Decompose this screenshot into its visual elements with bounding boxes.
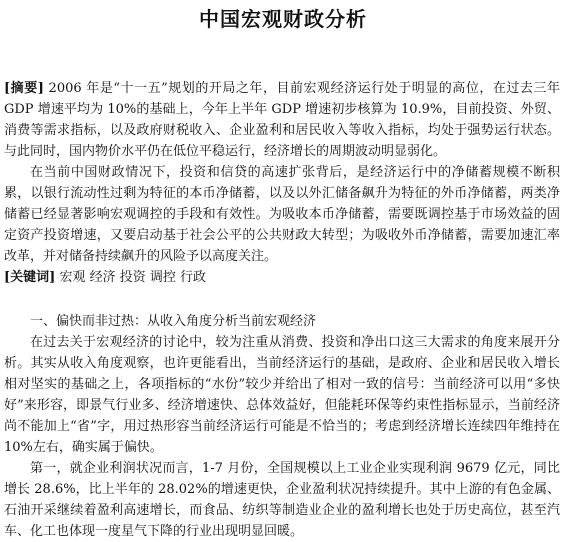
keywords-line (4, 267, 560, 288)
abstract-text: 2006 年是“十一五”规划的开局之年，目前宏观经济运行处于明显的高位，在过去三年 GDP 增速平均为 10%的基础上，今年上半年 GDP 增速初步核算为 10.9%，目前投资、外贸、消费等需求指标，以及政府财税收入、企业盈利和居民收入等收入指标，均处于强势运行状态。与此同时，国内物价水平仍在低位平稳运行，经济增长的周期波动明显弱化。 (4, 81, 560, 159)
abstract-paragraph (4, 78, 560, 162)
keywords-text: 宏观 经济 投资 调控 行政 (55, 270, 206, 285)
section-heading: 一、偏快而非过热：从收入角度分析当前宏观经济 (30, 314, 317, 329)
document-title: 中国宏观财政分析 (199, 7, 367, 31)
abstract-label: [摘要] (4, 81, 44, 96)
keywords-label: [关键词] (4, 270, 56, 285)
body-paragraph-3: 第一，就企业利润状况而言，1-7 月份，全国规模以上工业企业实现利润 9679 亿元，同比增长 28.6%，比上半年的 28.02%的增速更快，企业盈利状况持续提升。其中上游的有色金属、石油开采继续着盈利高速增长，而食品、纺织等制造业企业的盈利增长也处于历史高位，甚至汽车、化工也体现一度星气下降的行业出现明显回暖。 (4, 461, 560, 539)
body-paragraph-1: 在当前中国财政情况下，投资和信贷的高速扩张背后，是经济运行中的净储蓄规模不断积累，以银行流动性过剩为特征的本币净储蓄，以及以外汇储备飙升为特征的外币净储蓄，两类净储蓄已经显著影响宏观调控的手段和有效性。为吸收本币净储蓄，需要既调控基于市场效益的固定资产投资增速，又要启动基于社会公平的公共财政大转型；为吸收外币净储蓄，需要加速汇率改革，并对储备持续飙升的风险予以高度关注。 (4, 165, 560, 264)
body-paragraph-2: 在过去关于宏观经济的讨论中，较为注重从消费、投资和净出口这三大需求的角度来展开分析。其实从收入角度观察，也许更能看出，当前经济运行的基础，是政府、企业和居民收入增长相对坚实的基础之上，各项指标的“水份”较少并给出了相对一致的信号：当前经济可以用“多快好”来形容，即景气行业多、经济增速快、总体效益好，但能耗环保等约束性指标显示，当前经济尚不能加上“省”字，用过热形容当前经济运行可能是不恰当的；考虑到经济增长连续四年维持在 10%左右，确实属于偏快。 (4, 335, 560, 455)
